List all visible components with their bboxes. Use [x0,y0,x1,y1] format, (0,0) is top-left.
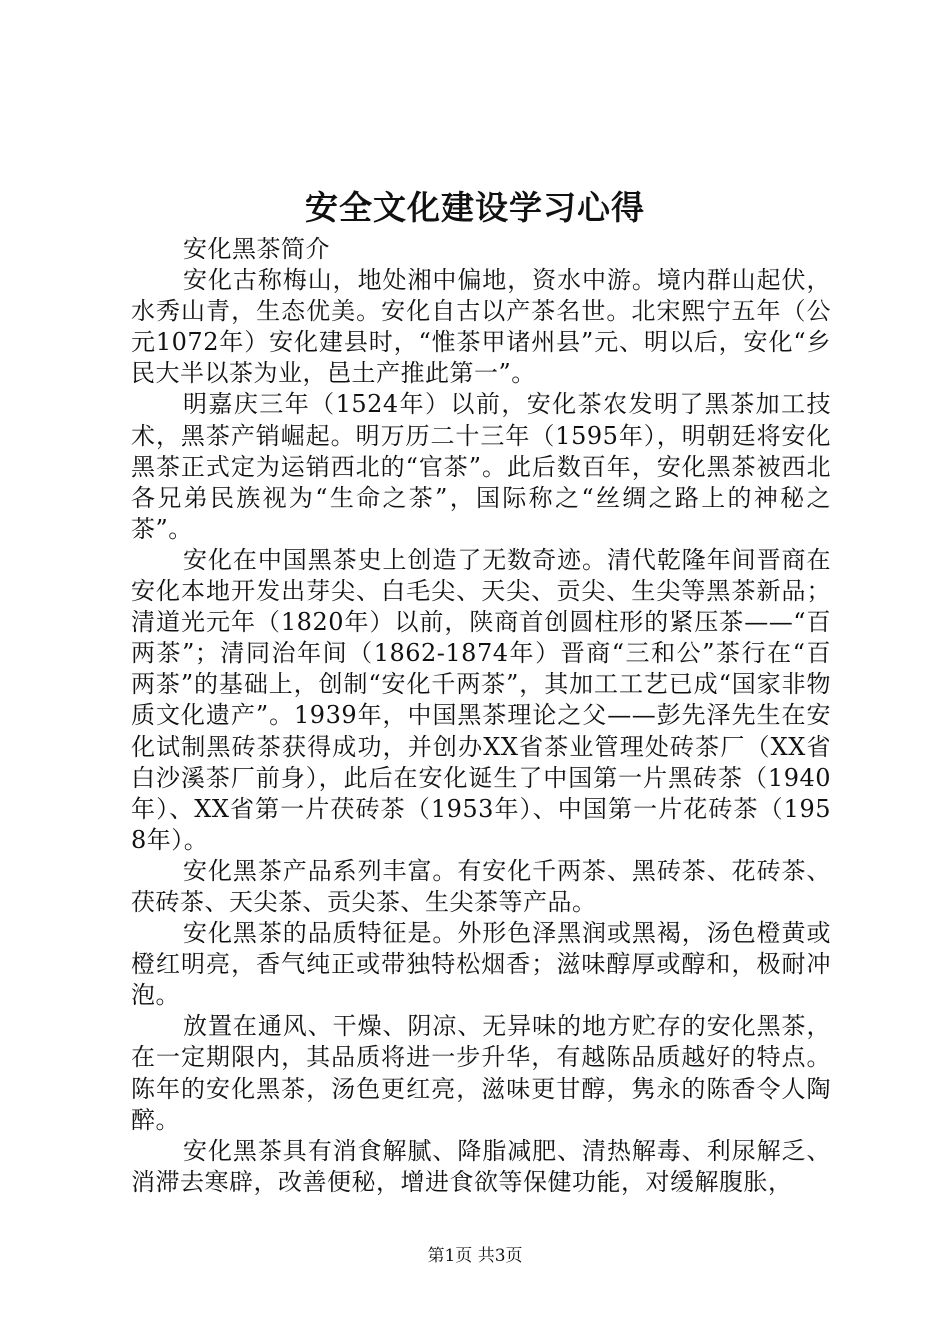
document-body [131,234,831,1198]
paragraph: 安化黑茶产品系列丰富。有安化千两茶、黑砖茶、花砖茶、茯砖茶、天尖茶、贡尖茶、生尖茶等产品。 [131,856,831,916]
paragraph: 明嘉庆三年（1524年）以前，安化茶农发明了黑茶加工技术，黑茶产销崛起。明万历二十三年（1595年），明朝廷将安化黑茶正式定为运销西北的“官茶”。此后数百年，安化黑茶被西北各兄弟民族视为“生命之茶”，国际称之“丝绸之路上的神秘之茶”。 [131,390,831,543]
page-footer: 第1页 共3页 [427,1246,523,1266]
document-title: 安全文化建设学习心得 [305,188,645,227]
paragraph: 安化黑茶的品质特征是。外形色泽黑润或黑褐，汤色橙黄或橙红明亮，香气纯正或带独特松烟香；滋味醇厚或醇和，极耐冲泡。 [131,919,831,1010]
paragraph: 安化古称梅山，地处湘中偏地，资水中游。境内群山起伏，水秀山青，生态优美。安化自古以产茶名世。北宋熙宁五年（公元1072年）安化建县时，“惟茶甲诸州县”元、明以后，安化“乡民大半以茶为业，邑土产推此第一”。 [131,266,831,388]
paragraph: 安化在中国黑茶史上创造了无数奇迹。清代乾隆年间晋商在安化本地开发出芽尖、白毛尖、天尖、贡尖、生尖等黑茶新品；清道光元年（1820年）以前，陕商首创圆柱形的紧压茶——“百两茶”；清同治年间（1862-1874年）晋商“三和公”茶行在“百两茶”的基础上，创制“安化千两茶”，其加工工艺已成“国家非物质文化遗产”。1939年，中国黑茶理论之父——彭先泽先生在安化试制黑砖茶获得成功，并创办XX省茶业管理处砖茶厂（XX省白沙溪茶厂前身），此后在安化诞生了中国第一片黑砖茶（1940年）、XX省第一片茯砖茶（1953年）、中国第一片花砖茶（1958年）。 [131,545,831,854]
paragraph: 放置在通风、干燥、阴凉、无异味的地方贮存的安化黑茶，在一定期限内，其品质将进一步升华，有越陈品质越好的特点。陈年的安化黑茶，汤色更红亮，滋味更甘醇，隽永的陈香令人陶醉。 [131,1012,831,1134]
paragraph: 安化黑茶具有消食解腻、降脂减肥、清热解毒、利尿解乏、消滞去寒辟，改善便秘，增进食欲等保健功能，对缓解腹胀， [131,1136,831,1196]
paragraph-heading: 安化黑茶简介 [183,235,330,263]
